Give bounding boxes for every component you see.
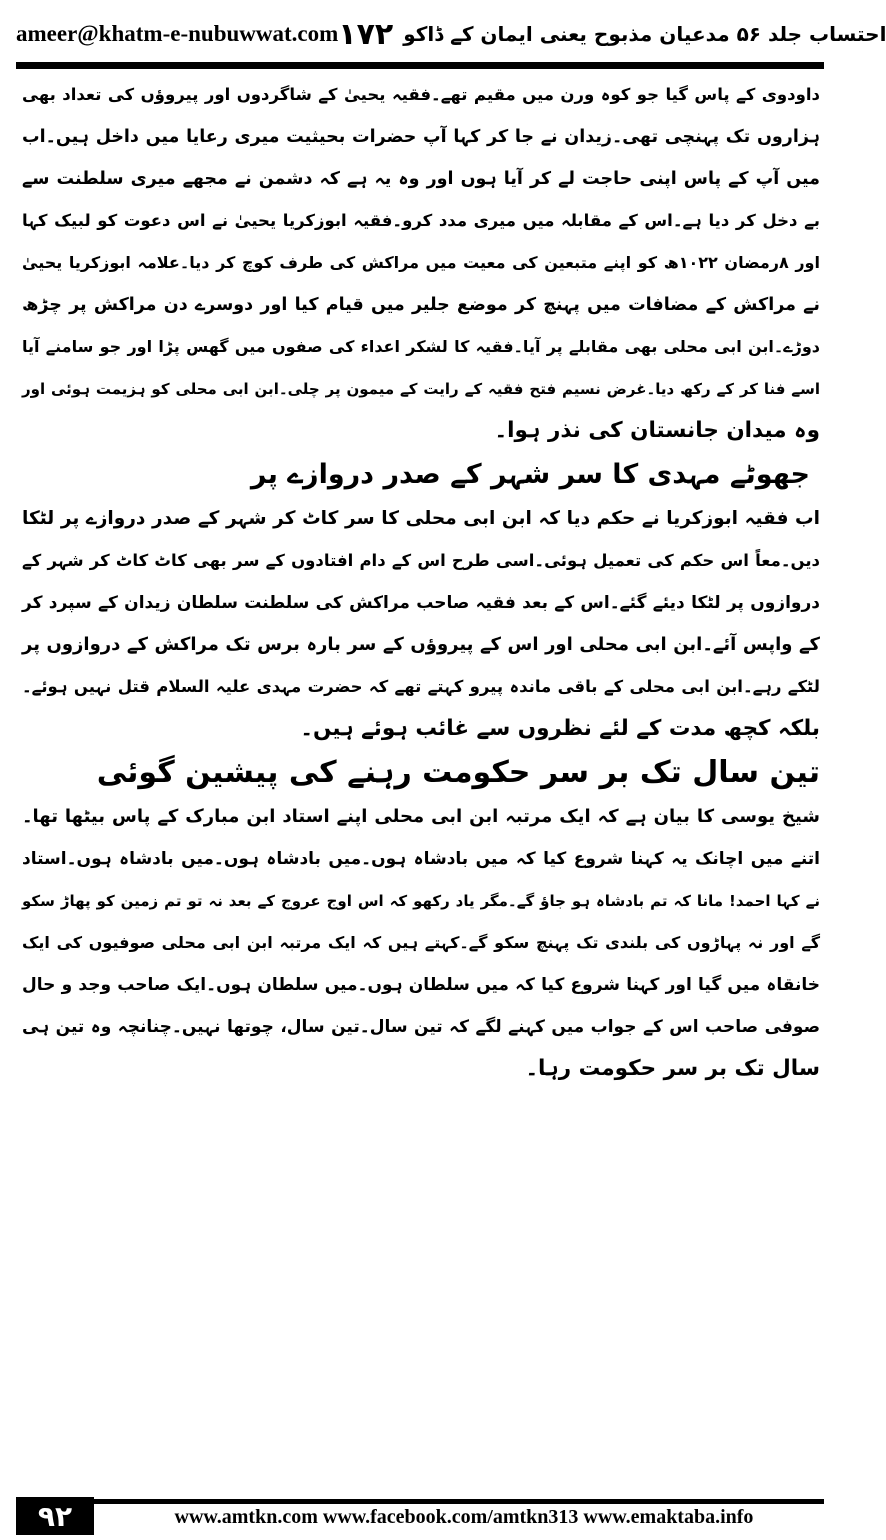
paragraph-3	[22, 796, 820, 1090]
text-line: اور ۸رمضان ۱۰۲۲ھ کو اپنے متبعین کی معیت میں مراکش کی طرف کوچ کر دیا۔علامہ ابوزکریا یحییٰ	[22, 253, 820, 272]
footer-urls: www.amtkn.com www.facebook.com/amtkn313 www.emaktaba.info	[174, 1506, 754, 1528]
text-line: دوڑے۔ابن ابی محلی بھی مقابلے پر آیا۔فقیہ کا لشکر اعداء کی صفوں میں گھس پڑا اور جو سامنے آیا	[22, 337, 820, 356]
text-line: شیخ یوسی کا بیان ہے کہ ایک مرتبہ ابن ابی محلی اپنے استاد ابن مبارک کے پاس بیٹھا تھا۔	[22, 806, 820, 827]
text-line: گے اور نہ پہاڑوں کی بلندی تک پہنچ سکو گے۔کہتے ہیں کہ ایک مرتبہ ابن ابی محلی صوفیوں کی ایک	[22, 933, 820, 952]
text-line: وہ میدان جانستان کی نذر ہوا۔	[494, 418, 820, 443]
header-rule	[16, 62, 824, 69]
text-line: اسے فنا کر کے رکھ دیا۔غرض نسیم فتح فقیہ کے رایت کے میمون پر چلی۔ابن ابی محلی کو ہزیمت ہوئی اور	[22, 380, 820, 398]
page-body	[22, 74, 820, 1090]
text-line: خانقاہ میں گیا اور کہنا شروع کیا کہ میں سلطان ہوں۔میں سلطان ہوں۔ایک صاحب وجد و حال	[22, 975, 820, 995]
footer-url-bar	[94, 1497, 824, 1535]
text-line: اتنے میں اچانک یہ کہنا شروع کیا کہ میں بادشاہ ہوں۔میں بادشاہ ہوں۔میں بادشاہ ہوں۔استاد	[22, 849, 820, 869]
header-title-group	[338, 17, 886, 52]
text-line: بلکہ کچھ مدت کے لئے نظروں سے غائب ہوئے ہیں۔	[300, 716, 820, 741]
text-line: بے دخل کر دیا ہے۔اس کے مقابلہ میں میری مدد کرو۔فقیہ ابوزکریا یحییٰ نے اس دعوت کو لبیک کہا	[22, 211, 820, 230]
text-line: صوفی صاحب اس کے جواب میں کہنے لگے کہ تین سال۔تین سال، چوتھا نہیں۔چنانچہ وہ تین ہی	[22, 1017, 820, 1037]
text-line: میں آپ کے پاس اپنی حاجت لے کر آیا ہوں اور وہ یہ ہے کہ دشمن نے مجھے میری سلطنت سے	[22, 169, 820, 189]
text-line: دیں۔معاً اس حکم کی تعمیل ہوئی۔اسی طرح اس کے دام افتادوں کے سر بھی کاٹ کاٹ کر شہر کے	[22, 551, 820, 570]
header-email: ameer@khatm-e-nubuwwat.com	[16, 21, 339, 46]
header-page-number: ۱۷۲	[338, 16, 394, 52]
header-title: احتساب جلد ۵۶ مدعیان مذبوح یعنی ایمان کے ڈاکو	[403, 22, 886, 46]
text-line: کے واپس آئے۔ابن ابی محلی اور اس کے پیروؤں کے سر بارہ برس تک مراکش کے دروازوں پر	[22, 634, 820, 655]
text-line: نے مراکش کے مضافات میں پہنچ کر موضع جلیر میں قیام کیا اور دوسرے دن مراکش پر چڑھ	[22, 295, 820, 315]
text-line: ہزاروں تک پہنچی تھی۔زیدان نے جا کر کہا آپ حضرات بحیثیت میری رعایا میں داخل ہیں۔اب	[22, 127, 820, 147]
text-line: سال تک بر سر حکومت رہا۔	[525, 1056, 820, 1081]
paragraph-2	[22, 498, 820, 750]
section-heading-1: جھوٹے مہدی کا سر شہر کے صدر دروازے پر	[250, 459, 810, 490]
text-line: اب فقیہ ابوزکریا نے حکم دیا کہ ابن ابی محلی کا سر کاٹ کر شہر کے صدر دروازے پر لٹکا	[22, 508, 820, 529]
text-line: لٹکے رہے۔ابن ابی محلی کے باقی ماندہ پیرو کہتے تھے کہ حضرت مہدی علیہ السلام قتل نہیں ہوئے۔	[22, 677, 820, 696]
footer-rule	[94, 1499, 824, 1504]
text-line: دروازوں پر لٹکا دیئے گئے۔اس کے بعد فقیہ صاحب مراکش کی سلطنت سلطان زیدان کے سپرد کر	[22, 593, 820, 613]
section-heading-2: تین سال تک بر سر حکومت رہنے کی پیشین گوئی	[96, 755, 820, 790]
page-footer	[16, 1496, 824, 1536]
text-line: داودوی کے پاس گیا جو کوہ ورن میں مقیم تھے۔فقیہ یحییٰ کے شاگردوں اور پیروؤں کی تعداد بھی	[22, 85, 820, 104]
text-line: نے کہا احمد! مانا کہ تم بادشاہ ہو جاؤ گے۔مگر یاد رکھو کہ اس اوج عروج کے بعد نہ تو تم زمین کو پھاڑ سکو	[22, 892, 820, 910]
page-header	[16, 14, 886, 54]
paragraph-1	[22, 74, 820, 452]
footer-page-number: ۹۲	[16, 1497, 94, 1535]
